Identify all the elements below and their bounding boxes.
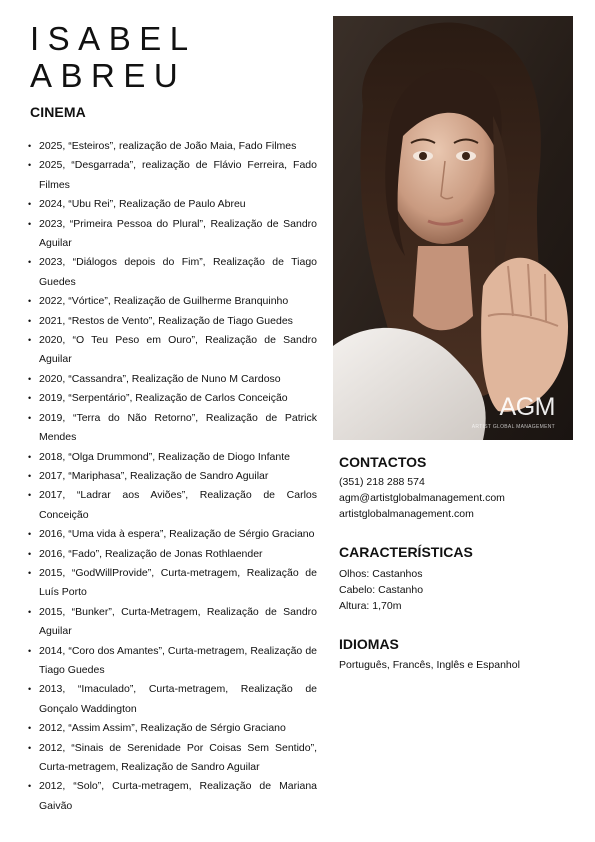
caracteristicas-heading: CARACTERÍSTICAS <box>339 544 473 560</box>
credit-item: • 2012, “Assim Assim”, Realização de Sérgio Graciano <box>28 719 317 738</box>
agm-logo-subtext: ARTIST GLOBAL MANAGEMENT <box>471 424 555 430</box>
portrait-illustration <box>333 16 573 440</box>
contactos-heading: CONTACTOS <box>339 454 427 470</box>
contact-website[interactable]: artistglobalmanagement.com <box>339 508 474 520</box>
credit-item: • 2025, “Esteiros”, realização de João Maia, Fado Filmes <box>28 137 317 156</box>
contact-email[interactable]: agm@artistglobalmanagement.com <box>339 492 505 504</box>
first-name: ISABEL <box>30 20 197 57</box>
credit-item: • 2017, “Ladrar aos Aviões”, Realização de Carlos Conceição <box>28 486 317 525</box>
credit-item: • 2012, “Sinais de Serenidade Por Coisas Sem Sentido”, Curta-metragem, Realização de Sandro Aguilar <box>28 739 317 778</box>
credit-item: • 2016, “Uma vida à espera”, Realização de Sérgio Graciano <box>28 525 317 544</box>
credit-item: • 2019, “Terra do Não Retorno”, Realização de Patrick Mendes <box>28 409 317 448</box>
credit-item: • 2019, “Serpentário”, Realização de Carlos Conceição <box>28 389 317 408</box>
last-name: ABREU <box>30 57 187 94</box>
idiomas-heading: IDIOMAS <box>339 636 399 652</box>
credit-item: • 2020, “Cassandra”, Realização de Nuno M Cardoso <box>28 370 317 389</box>
hair-color: Cabelo: Castanho <box>339 584 424 596</box>
credit-item: • 2013, “Imaculado”, Curta-metragem, Realização de Gonçalo Waddington <box>28 680 317 719</box>
actor-name <box>30 20 197 94</box>
cinema-credits-list <box>28 137 317 816</box>
cinema-heading: CINEMA <box>30 104 86 120</box>
credit-item: • 2015, “GodWillProvide”, Curta-metragem, Realização de Luís Porto <box>28 564 317 603</box>
credit-item: • 2023, “Diálogos depois do Fim”, Realização de Tiago Guedes <box>28 253 317 292</box>
credit-item: • 2020, “O Teu Peso em Ouro”, Realização de Sandro Aguilar <box>28 331 317 370</box>
credit-item: • 2016, “Fado”, Realização de Jonas Rothlaender <box>28 545 317 564</box>
agm-logo: AGM <box>499 393 555 421</box>
contact-phone: (351) 218 288 574 <box>339 476 425 488</box>
headshot-photo <box>333 16 573 440</box>
credit-item: • 2012, “Solo”, Curta-metragem, Realização de Mariana Gaivão <box>28 777 317 816</box>
credit-item: • 2015, “Bunker”, Curta-Metragem, Realização de Sandro Aguilar <box>28 603 317 642</box>
eye-color: Olhos: Castanhos <box>339 568 423 580</box>
credit-item: • 2025, “Desgarrada”, realização de Flávio Ferreira, Fado Filmes <box>28 156 317 195</box>
height: Altura: 1,70m <box>339 600 402 612</box>
credit-item: • 2014, “Coro dos Amantes”, Curta-metragem, Realização de Tiago Guedes <box>28 642 317 681</box>
credit-item: • 2018, “Olga Drummond”, Realização de Diogo Infante <box>28 448 317 467</box>
languages: Português, Francês, Inglês e Espanhol <box>339 659 520 671</box>
credit-item: • 2023, “Primeira Pessoa do Plural”, Realização de Sandro Aguilar <box>28 215 317 254</box>
credit-item: • 2024, “Ubu Rei”, Realização de Paulo Abreu <box>28 195 317 214</box>
credit-item: • 2021, “Restos de Vento”, Realização de Tiago Guedes <box>28 312 317 331</box>
credit-item: • 2022, “Vórtice”, Realização de Guilherme Branquinho <box>28 292 317 311</box>
credit-item: • 2017, “Mariphasa”, Realização de Sandro Aguilar <box>28 467 317 486</box>
